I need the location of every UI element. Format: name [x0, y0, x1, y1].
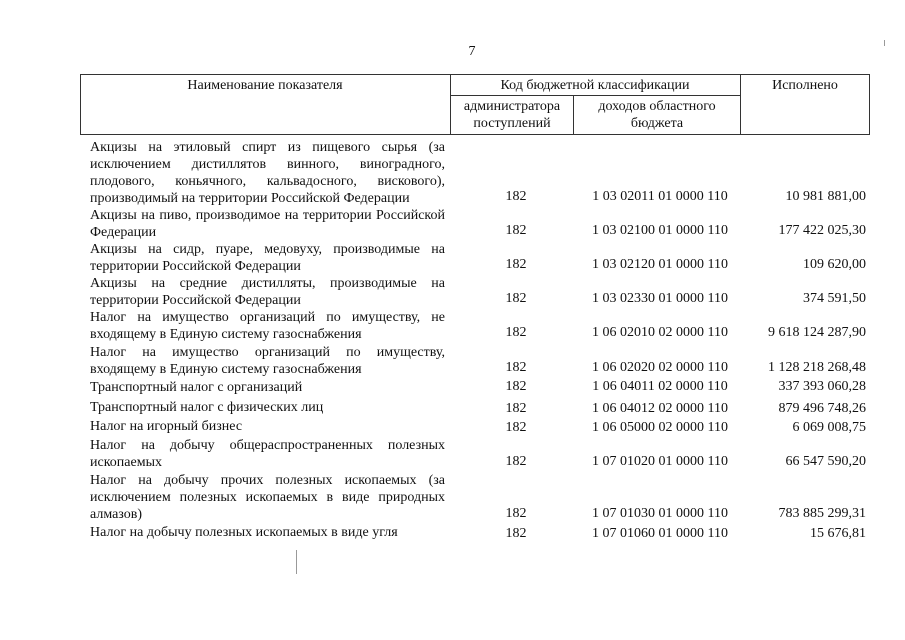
row-admin: 182: [505, 454, 527, 469]
row-code: 1 03 02330 01 0000 110: [592, 291, 728, 306]
row-code: 1 07 01030 01 0000 110: [592, 506, 728, 521]
row-name: Акцизы на этиловый спирт из пищевого сырья (за исключением дистиллятов винного, виноградного, плодового, коньячного, кальвадосного, вискового), производимый на территории Российской Федерации: [90, 140, 445, 206]
row-amount: 66 547 590,20: [785, 454, 866, 469]
row-name: Акцизы на средние дистилляты, производимые на территории Российской Федерации: [90, 276, 445, 308]
row-amount: 10 981 881,00: [785, 189, 866, 204]
row-code: 1 03 02120 01 0000 110: [592, 257, 728, 272]
row-admin: 182: [505, 379, 527, 394]
row-name: Налог на добычу полезных ископаемых в виде угля: [90, 525, 398, 540]
row-code: 1 03 02100 01 0000 110: [592, 223, 728, 238]
row-code: 1 03 02011 01 0000 110: [592, 189, 728, 204]
row-amount: 15 676,81: [810, 526, 866, 541]
row-name: Налог на имущество организаций по имуществу, входящему в Единую систему газоснабжения: [90, 345, 445, 377]
row-name: Налог на имущество организаций по имуществу, не входящему в Единую систему газоснабжения: [90, 310, 445, 342]
row-admin: 182: [505, 526, 527, 541]
row-name: Налог на добычу общераспространенных полезных ископаемых: [90, 438, 445, 470]
row-amount: 9 618 124 287,90: [768, 325, 866, 340]
row-admin: 182: [505, 420, 527, 435]
row-amount: 109 620,00: [803, 257, 866, 272]
row-amount: 1 128 218 268,48: [768, 360, 866, 375]
row-admin: 182: [505, 189, 527, 204]
row-name: Транспортный налог с организаций: [90, 380, 303, 395]
row-amount: 337 393 060,28: [778, 379, 866, 394]
row-name: Акцизы на сидр, пуаре, медовуху, производимые на территории Российской Федерации: [90, 242, 445, 274]
row-amount: 6 069 008,75: [792, 420, 866, 435]
row-code: 1 06 04012 02 0000 110: [592, 401, 728, 416]
row-amount: 374 591,50: [803, 291, 866, 306]
row-code: 1 07 01060 01 0000 110: [592, 526, 728, 541]
row-code: 1 06 02010 02 0000 110: [592, 325, 728, 340]
header-col-executed: Исполнено: [772, 78, 838, 93]
row-admin: 182: [505, 360, 527, 375]
row-code: 1 06 05000 02 0000 110: [592, 420, 728, 435]
row-admin: 182: [505, 291, 527, 306]
row-admin: 182: [505, 257, 527, 272]
scan-artifact: [884, 40, 885, 46]
row-name: Акцизы на пиво, производимое на территории Российской Федерации: [90, 208, 445, 240]
row-amount: 879 496 748,26: [778, 401, 866, 416]
header-col-income: доходов областного бюджета: [598, 99, 716, 131]
row-code: 1 06 02020 02 0000 110: [592, 360, 728, 375]
row-amount: 177 422 025,30: [778, 223, 866, 238]
row-amount: 783 885 299,31: [778, 506, 866, 521]
header-col-code-group: Код бюджетной классификации: [500, 78, 690, 93]
row-admin: 182: [505, 325, 527, 340]
row-name: Транспортный налог с физических лиц: [90, 400, 324, 415]
row-code: 1 07 01020 01 0000 110: [592, 454, 728, 469]
page-number: 7: [468, 44, 476, 59]
scan-artifact: [296, 550, 297, 574]
header-col-name: Наименование показателя: [187, 78, 343, 93]
row-name: Налог на добычу прочих полезных ископаемых (за исключением полезных ископаемых в виде природных алмазов): [90, 473, 445, 522]
header-col-admin: администратора поступлений: [463, 99, 561, 131]
row-admin: 182: [505, 223, 527, 238]
row-code: 1 06 04011 02 0000 110: [592, 379, 728, 394]
row-admin: 182: [505, 506, 527, 521]
row-name: Налог на игорный бизнес: [90, 419, 243, 434]
row-admin: 182: [505, 401, 527, 416]
